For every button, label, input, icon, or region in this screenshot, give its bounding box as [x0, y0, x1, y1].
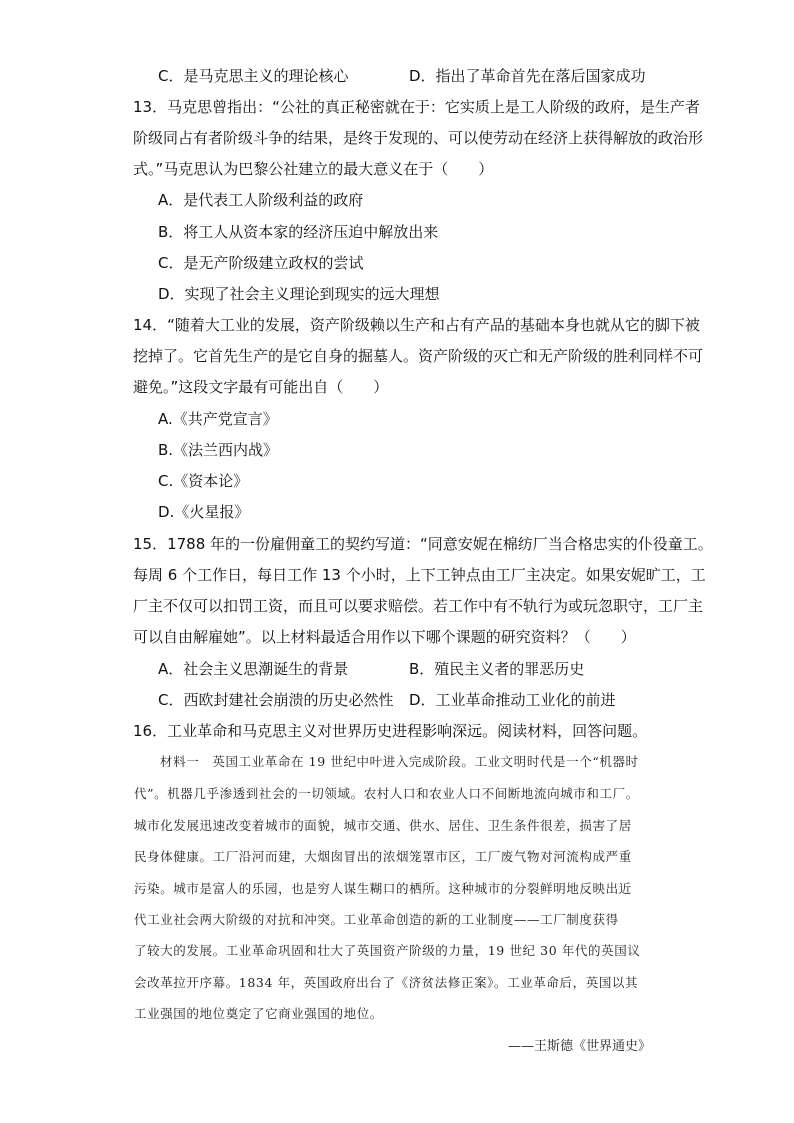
q16-material-line-2: 代”。机器几乎渗透到社会的一切领域。农村人口和农业人口不间断地流向城市和工厂。: [134, 786, 639, 801]
q13-stem-line-2: 阶级同占有者阶级斗争的结果，是终于发现的、可以使劳动在经济上获得解放的政治形: [133, 129, 704, 147]
q16-stem: 16．工业革命和马克思主义对世界历史进程影响深远。阅读材料，回答问题。: [133, 722, 648, 740]
q16-material-line-6: 代工业社会两大阶级的对抗和冲突。工业革命创造的新的工业制度——工厂制度获得: [134, 912, 619, 927]
q16-material-line-9: 工业强国的地位奠定了它商业强国的地位。: [134, 1006, 383, 1021]
q14-option-c: C.《资本论》: [158, 472, 249, 490]
q15-option-b: B．殖民主义者的罪恶历史: [409, 660, 585, 678]
q13-option-d: D．实现了社会主义理论到现实的远大理想: [158, 285, 440, 303]
q16-material-source: ——王斯德《世界通史》: [508, 1039, 652, 1054]
q13-option-a: A．是代表工人阶级利益的政府: [158, 191, 364, 209]
q12-option-d: D．指出了革命首先在落后国家成功: [409, 67, 646, 85]
q14-stem-line-1: 14．“随着大工业的发展，资产阶级赖以生产和占有产品的基础本身也就从它的脚下被: [133, 316, 700, 334]
q13-stem-line-3: 式。”马克思认为巴黎公社建立的最大意义在于（ ）: [133, 160, 494, 178]
q14-option-b: B.《法兰西内战》: [158, 441, 279, 459]
q13-option-c: C．是无产阶级建立政权的尝试: [158, 254, 364, 272]
q14-stem-line-3: 避免。”这段文字最有可能出自（ ）: [133, 378, 389, 396]
q15-stem-line-2: 每周 6 个工作日，每日工作 13 个小时，上下工钟点由工厂主决定。如果安妮旷工，工: [133, 566, 706, 584]
q14-option-d: D.《火星报》: [158, 503, 250, 521]
q15-option-c: C．西欧封建社会崩溃的历史必然性: [158, 691, 394, 709]
q16-material-line-4: 民身体健康。工厂沿河而建，大烟囱冒出的浓烟笼罩市区，工厂废气物对河流构成严重: [134, 849, 632, 864]
q15-option-d: D．工业革命推动工业化的前进: [409, 691, 616, 709]
q16-material-line-8: 会改革拉开序幕。1834 年，英国政府出台了《济贫法修正案》。工业革命后，英国以其: [134, 975, 639, 990]
q14-stem-line-2: 挖掉了。它首先生产的是它自身的掘墓人。资产阶级的灭亡和无产阶级的胜利同样不可: [133, 347, 704, 365]
q15-stem-line-3: 厂主不仅可以扣罚工资，而且可以要求赔偿。若工作中有不轨行为或玩忽职守，工厂主: [133, 597, 704, 615]
q15-option-a: A．社会主义思潮诞生的背景: [158, 660, 349, 678]
q12-option-c: C．是马克思主义的理论核心: [158, 67, 349, 85]
q15-stem-line-1: 15．1788 年的一份雇佣童工的契约写道：“同意安妮在棉纺厂当合格忠实的仆役童工。: [133, 535, 713, 553]
q16-material-line-5: 污染。城市是富人的乐园，也是穷人谋生糊口的栖所。这种城市的分裂鲜明地反映出近: [134, 881, 632, 896]
q13-stem-line-1: 13．马克思曾指出：“公社的真正秘密就在于：它实质上是工人阶级的政府，是生产者: [133, 98, 700, 116]
q15-stem-line-4: 可以自由解雇她”。以上材料最适合用作以下哪个课题的研究资料？（ ）: [133, 628, 636, 646]
q16-material-line-1: 材料一 英国工业革命在 19 世纪中叶进入完成阶段。工业文明时代是一个“机器时: [160, 754, 639, 769]
q14-option-a: A.《共产党宣言》: [158, 410, 278, 428]
q13-option-b: B．将工人从资本家的经济压迫中解放出来: [158, 223, 439, 241]
q16-material-line-3: 城市化发展迅速改变着城市的面貌，城市交通、供水、居住、卫生条件很差，损害了居: [134, 818, 632, 833]
q16-material-line-7: 了较大的发展。工业革命巩固和壮大了英国资产阶级的力量，19 世纪 30 年代的英国议: [134, 943, 641, 958]
